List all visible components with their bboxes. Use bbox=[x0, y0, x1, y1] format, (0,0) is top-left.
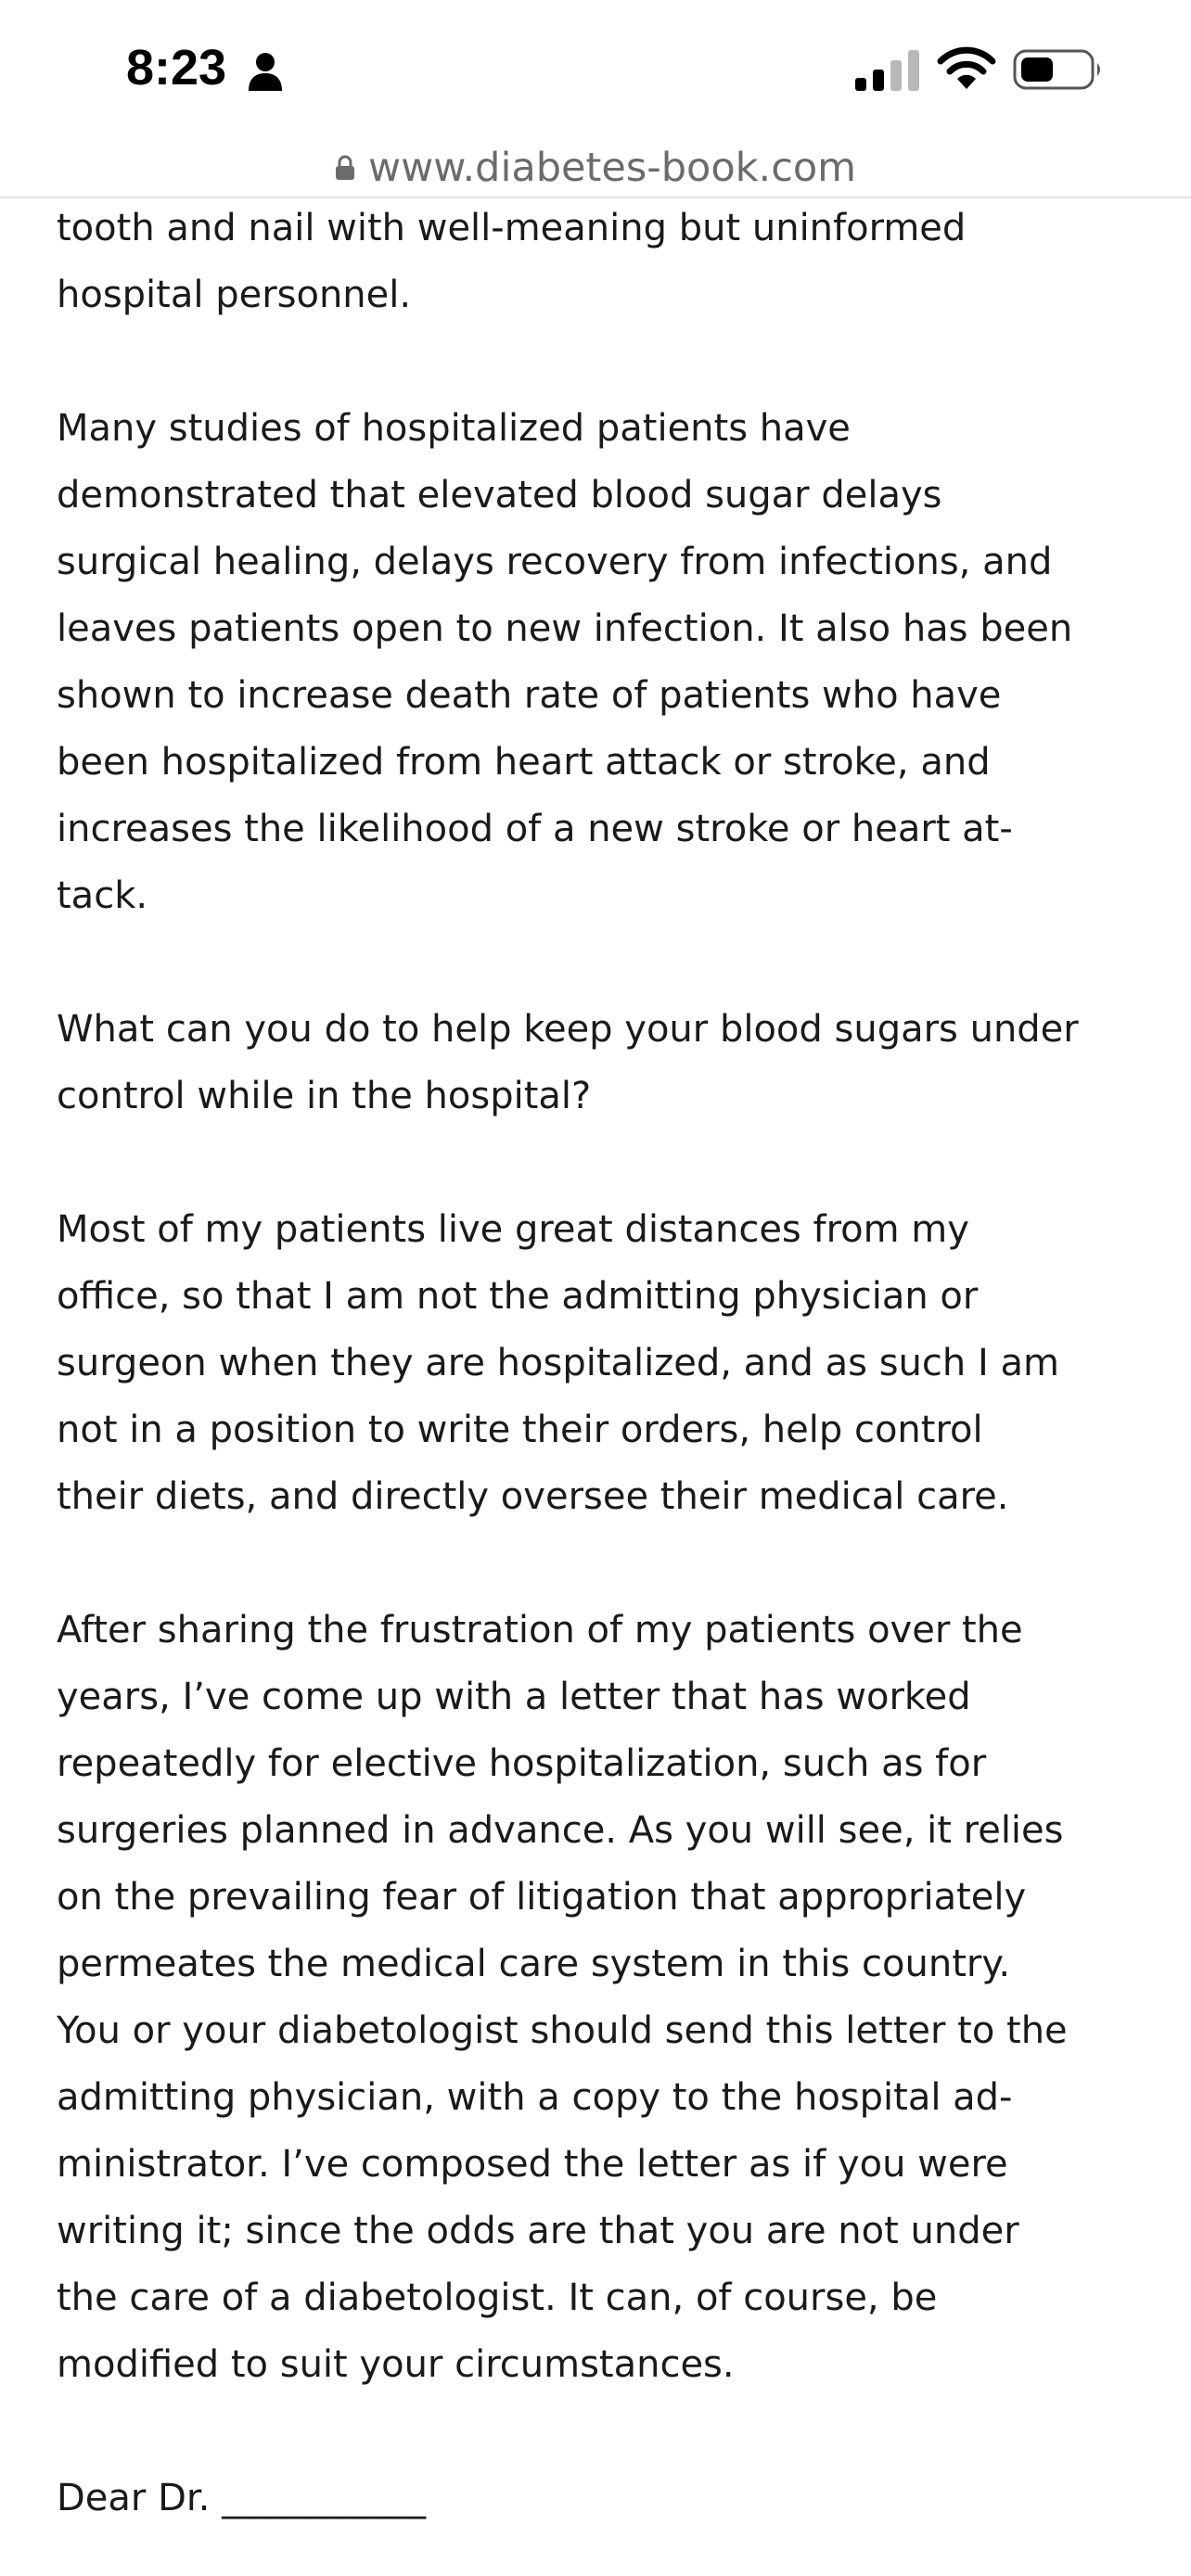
article-paragraph: What can you do to help keep your blood sugars under control while in the hospital? bbox=[57, 1008, 1079, 1117]
status-time: 8:23 bbox=[126, 40, 227, 96]
article-paragraph: Most of my patients live great distances from my office, so that I am not the admitting physician or surgeon when they are hospitalized, and as such I am not in a position to write their orders, help control their diets, and directly oversee their medical care. bbox=[57, 1208, 1059, 1518]
wifi-icon bbox=[937, 46, 996, 91]
lock-icon bbox=[335, 155, 355, 181]
article-paragraph: After sharing the frustration of my patients over the years, I’ve come up with a letter that has worked repeatedly for elective hospitalization, such as for surgeries planned in advance. As you will see, it relies on the prevailing fear of litigation that appropriately permeates the medical care system in this country. You or your diabetologist should send this letter to the admitting physician, with a copy to the hospital ad- ministrator. I’ve composed the letter as if you were writing it; since the odds are that you are not under the care of a diabetologist. It can, of course, be modified to suit your circumstances. bbox=[57, 1609, 1068, 2386]
article-paragraph: tooth and nail with well-meaning but uninformed hospital personnel. bbox=[57, 207, 967, 316]
article-paragraph: Many studies of hospitalized patients have demonstrated that elevated blood sugar delays surgical healing, delays recovery from infections, and leaves patients open to new infection. It also has been shown to increase death rate of patients who have been hospitalized from heart attack or stroke, and increases the likelihood of a new stroke or heart at- tack. bbox=[57, 407, 1073, 917]
letter-salutation: Dear Dr. ___________ bbox=[57, 2477, 427, 2519]
url-text[interactable]: www.diabetes-book.com bbox=[367, 145, 857, 191]
cellular-signal-icon bbox=[855, 50, 920, 91]
url-bar[interactable] bbox=[0, 139, 1191, 198]
status-bar bbox=[0, 0, 1191, 139]
article-content bbox=[57, 195, 1151, 2531]
person-icon bbox=[247, 52, 284, 91]
battery-icon bbox=[1013, 48, 1104, 91]
